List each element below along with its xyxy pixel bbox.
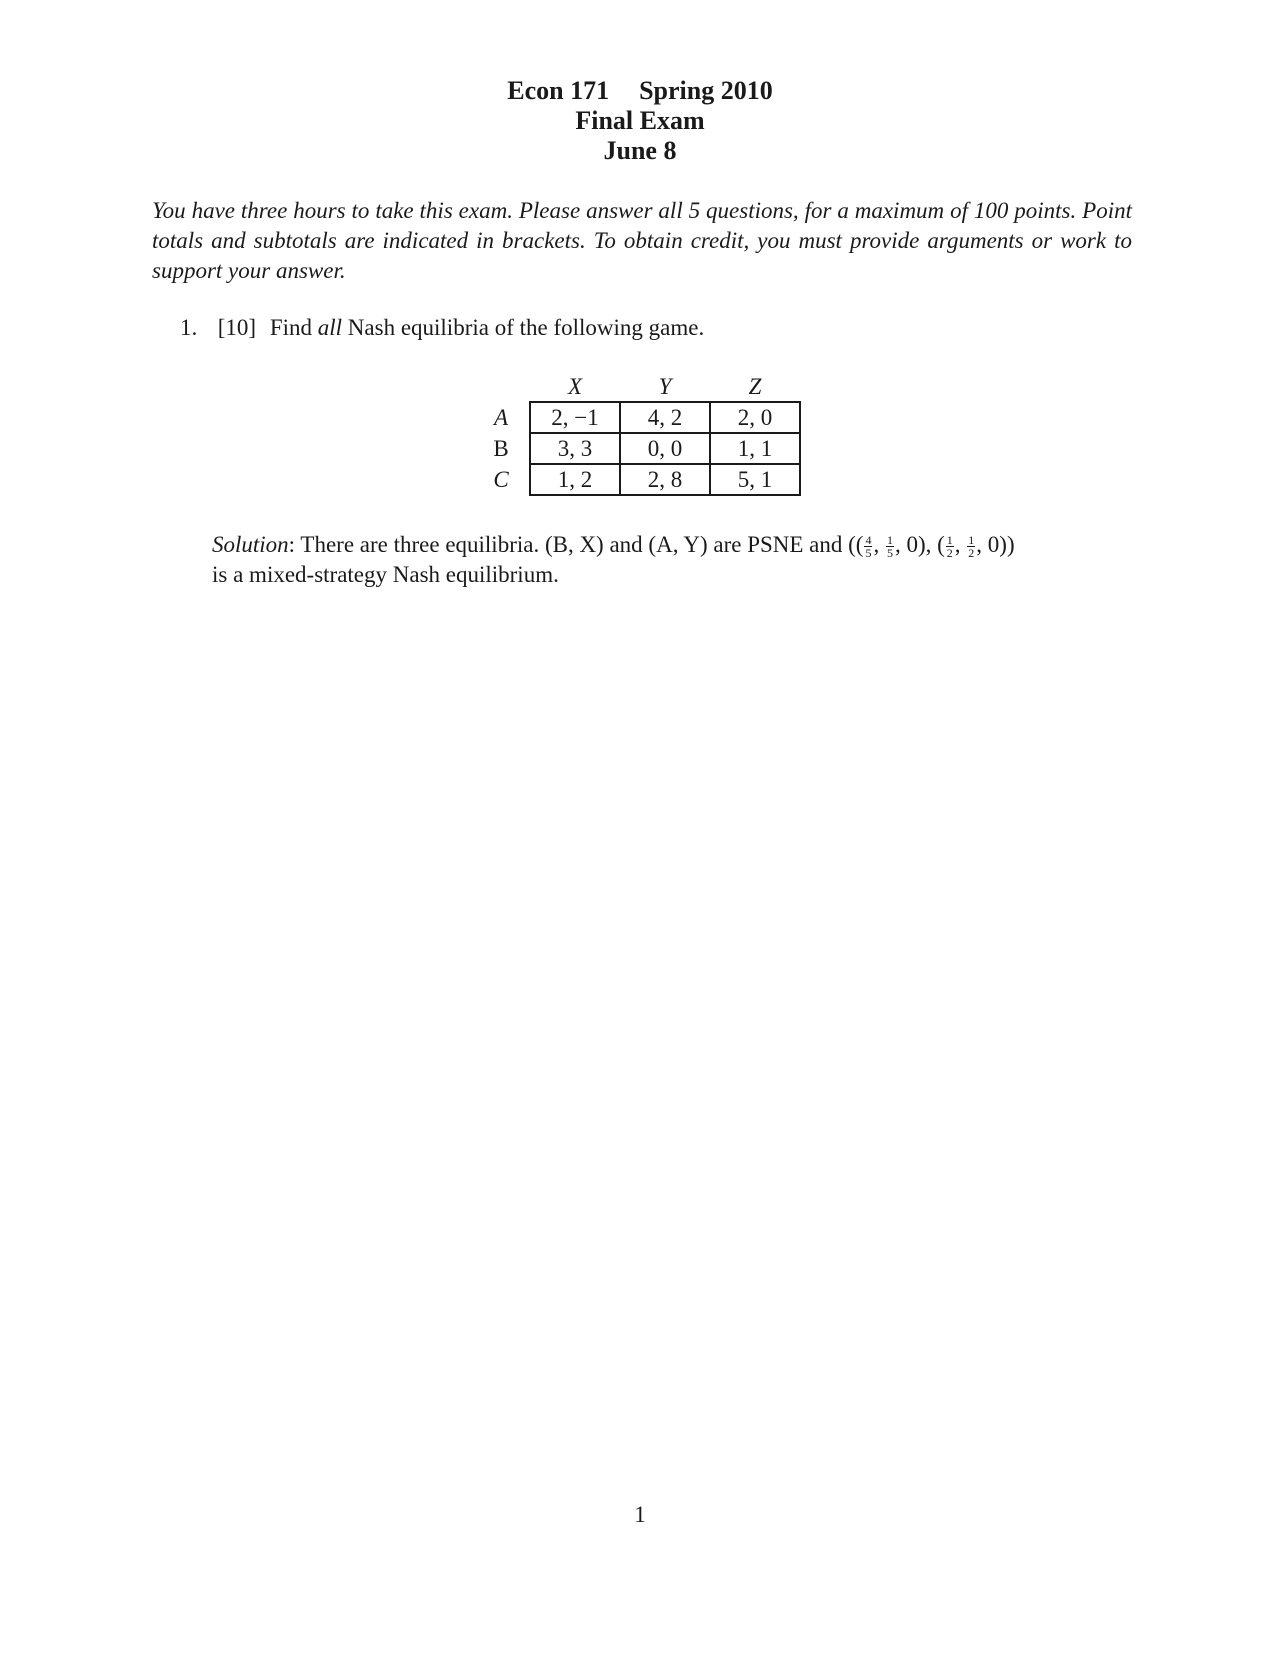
question-emphasis: all (317, 315, 343, 340)
fraction-numerator: 1 (946, 533, 953, 548)
question-text-after: Nash equilibria of the following game. (347, 315, 705, 340)
question-number: 1. (180, 315, 198, 340)
payoff-cell: 5, 1 (710, 464, 800, 495)
payoff-cell: 0, 0 (620, 433, 710, 464)
column-label-x: X (567, 373, 583, 399)
corner-cell (477, 372, 530, 402)
fraction-denominator: 5 (865, 546, 872, 561)
course-term: Spring 2010 (639, 76, 773, 105)
row-label-a: A (493, 404, 509, 430)
fraction-numerator: 1 (886, 533, 893, 548)
row-label-b: B (493, 435, 509, 461)
page-number: 1 (634, 1502, 646, 1527)
fraction (864, 534, 872, 559)
payoff-cell: 2, −1 (530, 402, 620, 433)
solution-line-2: is a mixed-strategy Nash equilibrium. (212, 562, 559, 587)
payoff-header-row (477, 372, 800, 402)
fraction-numerator: 1 (968, 533, 975, 548)
exam-header (0, 76, 1280, 166)
column-label-z: Z (748, 373, 762, 399)
solution-text-part1: : There are three equilibria. (B, X) and (A, Y) are PSNE and (( (288, 532, 864, 557)
fraction-denominator: 2 (946, 546, 953, 561)
exam-instructions: You have three hours to take this exam. Please answer all 5 questions, for a maximum of 100 points. Point totals and subtotals are indicated in brackets. To obtain credit, you must provide arguments or work to support your answer. (152, 198, 1132, 283)
payoff-row-c (477, 464, 800, 495)
payoff-matrix (477, 372, 801, 496)
row-label-c: C (493, 466, 509, 492)
solution-label: Solution (212, 532, 289, 557)
payoff-cell: 3, 3 (530, 433, 620, 464)
payoff-row-b (477, 433, 800, 464)
question-text-before: Find (269, 315, 313, 340)
payoff-cell: 1, 1 (710, 433, 800, 464)
question-1 (180, 313, 704, 343)
exam-date: June 8 (603, 136, 677, 165)
solution-line-1 (212, 530, 1142, 560)
payoff-cell: 1, 2 (530, 464, 620, 495)
exam-title: Final Exam (575, 106, 705, 135)
course-name: Econ 171 (507, 76, 610, 105)
solution (212, 530, 1142, 590)
solution-separator: , (873, 532, 885, 557)
solution-separator: , (954, 532, 967, 557)
column-label-y: Y (658, 373, 672, 399)
payoff-cell: 4, 2 (620, 402, 710, 433)
solution-text-part3: , 0)) (976, 532, 1015, 557)
fraction (967, 534, 975, 559)
fraction-numerator: 4 (865, 533, 872, 548)
fraction-denominator: 2 (968, 546, 975, 561)
course-line (0, 76, 1280, 106)
payoff-cell: 2, 0 (710, 402, 800, 433)
fraction (946, 534, 954, 559)
payoff-row-a (477, 402, 800, 433)
solution-text-part2: , 0), ( (894, 532, 945, 557)
question-points: [10] (217, 315, 257, 340)
fraction (886, 534, 894, 559)
payoff-cell: 2, 8 (620, 464, 710, 495)
fraction-denominator: 5 (886, 546, 893, 561)
